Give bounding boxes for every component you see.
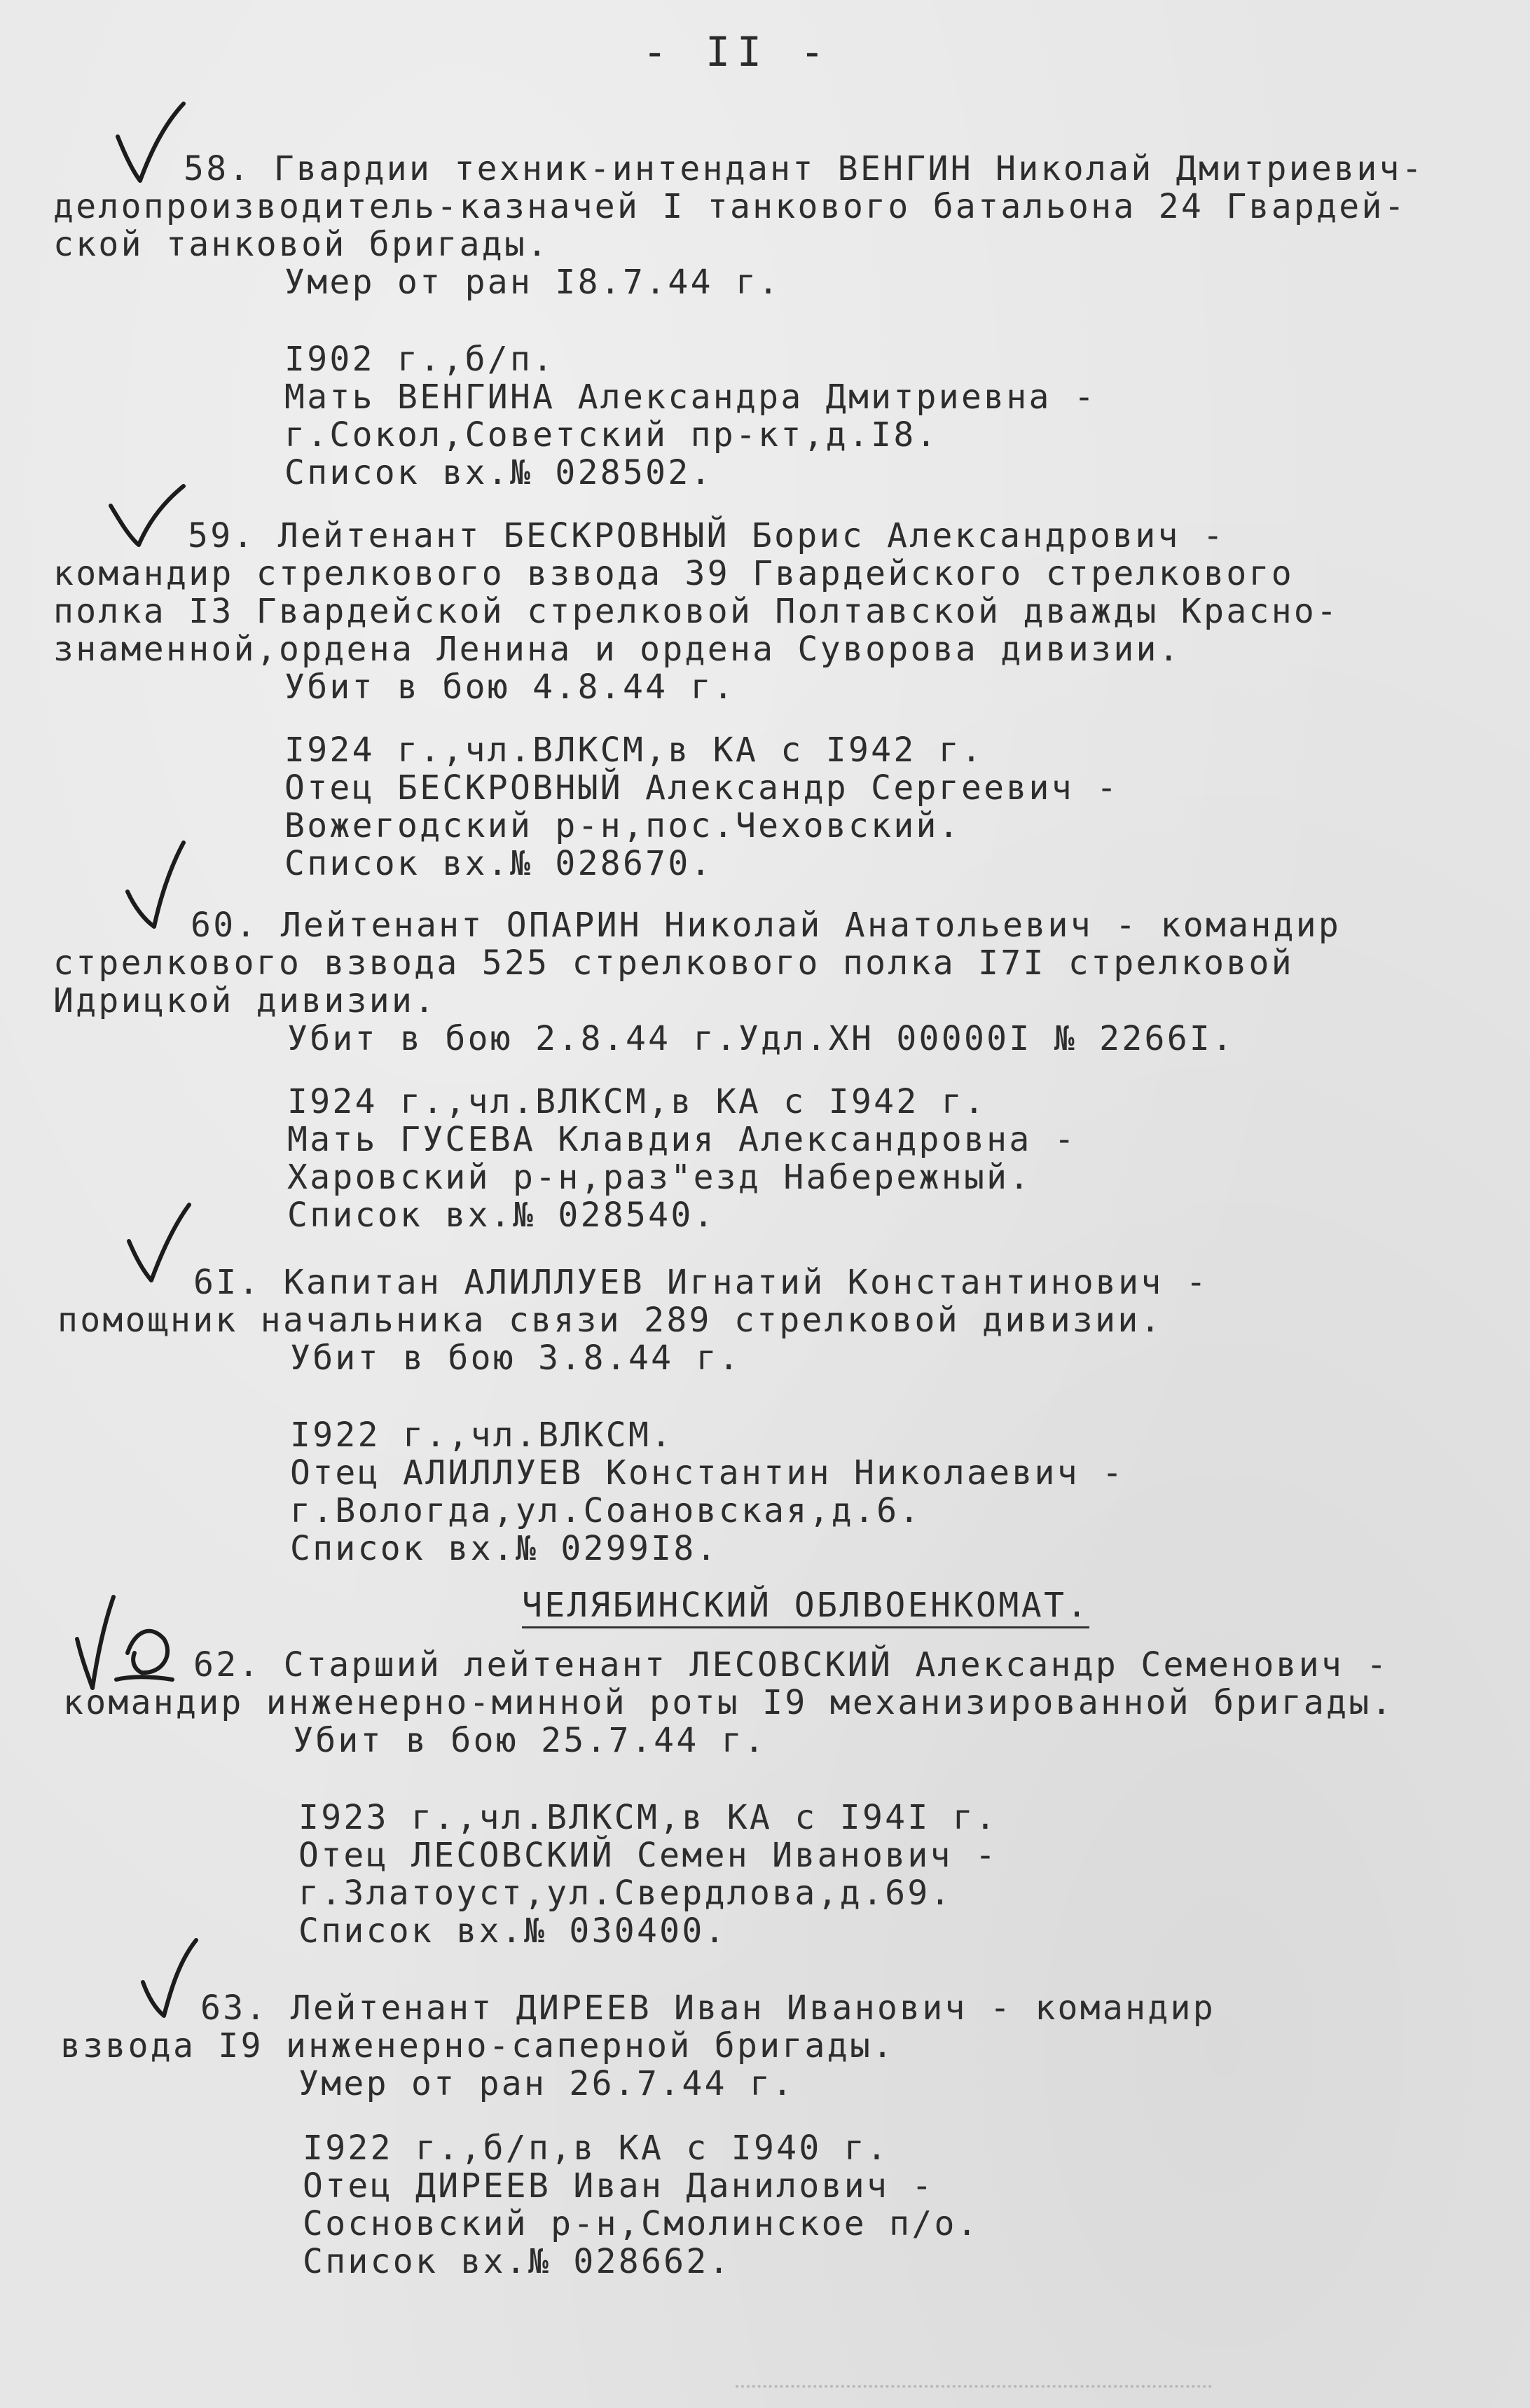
- entry-60-line-5: I924 г.,чл.ВЛКСМ,в КА с I942 г.: [287, 1082, 987, 1121]
- entry-61-line-3: Убит в бою 3.8.44 г.: [290, 1338, 741, 1378]
- entry-60-line-3: Идрицкой дивизии.: [53, 981, 437, 1020]
- entry-63-line-6: Сосновский р-н,Смолинское п/о.: [303, 2204, 979, 2243]
- entry-63-line-3: Умер от ран 26.7.44 г.: [298, 2064, 795, 2103]
- entry-60-line-4: Убит в бою 2.8.44 г.Удл.ХН 00000I № 2266I.: [287, 1019, 1235, 1058]
- entry-61-line-4: I922 г.,чл.ВЛКСМ.: [290, 1416, 674, 1455]
- entry-62-line-2: командир инженерно-минной роты I9 механизированной бригады.: [63, 1683, 1394, 1722]
- entry-58-line-1: 58. Гвардии техник-интендант ВЕНГИН Николай Дмитриевич-: [184, 149, 1424, 188]
- entry-60-line-6: Мать ГУСЕВА Клавдия Александровна -: [287, 1120, 1077, 1159]
- handwritten-checkmark-59: [98, 476, 189, 553]
- entry-58-line-6: Мать ВЕНГИНА Александра Дмитриевна -: [284, 378, 1097, 417]
- entry-62-line-3: Убит в бою 25.7.44 г.: [293, 1721, 767, 1760]
- entry-59-line-9: Список вх.№ 028670.: [284, 844, 713, 883]
- entry-61-line-2: помощник начальника связи 289 стрелковой дивизии.: [57, 1301, 1163, 1340]
- entry-62-line-7: Список вх.№ 030400.: [298, 1911, 727, 1951]
- handwritten-checkmark-63: [133, 1933, 210, 2024]
- entry-63-line-4: I922 г.,б/п,в КА с I940 г.: [303, 2129, 890, 2168]
- entry-59-line-2: командир стрелкового взвода 39 Гвардейского стрелкового: [53, 554, 1294, 593]
- entry-62-line-5: Отец ЛЕСОВСКИЙ Семен Иванович -: [298, 1836, 998, 1875]
- entry-60-line-8: Список вх.№ 028540.: [287, 1196, 716, 1235]
- handwritten-checkmark-58: [105, 98, 196, 189]
- entry-59-line-3: полка I3 Гвардейской стрелковой Полтавской дважды Красно-: [53, 592, 1339, 631]
- entry-63-line-2: взвода I9 инженерно-саперной бригады.: [60, 2026, 895, 2066]
- entry-59-line-6: I924 г.,чл.ВЛКСМ,в КА с I942 г.: [284, 731, 984, 770]
- entry-60-line-1: 60. Лейтенант ОПАРИН Николай Анатольевич - командир: [191, 906, 1342, 945]
- entry-60-line-7: Харовский р-н,раз"езд Набережный.: [287, 1158, 1032, 1197]
- entry-61-line-5: Отец АЛИЛЛУЕВ Константин Николаевич -: [290, 1453, 1125, 1493]
- handwritten-checkmark-60: [119, 837, 196, 935]
- handwritten-checkmark-61: [119, 1198, 203, 1289]
- entry-62-line-1: 62. Старший лейтенант ЛЕСОВСКИЙ Александр Семенович -: [193, 1645, 1389, 1684]
- entry-59-line-8: Вожегодский р-н,пос.Чеховский.: [284, 806, 961, 845]
- entry-58-line-5: I902 г.,б/п.: [284, 340, 556, 379]
- entry-61-line-6: г.Вологда,ул.Соановская,д.6.: [290, 1491, 922, 1530]
- entry-63-line-7: Список вх.№ 028662.: [303, 2242, 731, 2281]
- entry-61-line-1: 6I. Капитан АЛИЛЛУЕВ Игнатий Константинович -: [193, 1263, 1208, 1302]
- entry-61-line-7: Список вх.№ 0299I8.: [290, 1529, 719, 1568]
- entry-60-line-2: стрелкового взвода 525 стрелкового полка I7I стрелковой: [53, 943, 1294, 983]
- entry-59-line-1: 59. Лейтенант БЕСКРОВНЫЙ Борис Александрович -: [188, 516, 1226, 555]
- entry-58-line-7: г.Сокол,Советский пр-кт,д.I8.: [284, 415, 939, 455]
- entry-58-line-8: Список вх.№ 028502.: [284, 453, 713, 492]
- entry-63-line-1: 63. Лейтенант ДИРЕЕВ Иван Иванович - командир: [200, 1988, 1215, 2028]
- entry-63-line-5: Отец ДИРЕЕВ Иван Данилович -: [303, 2166, 935, 2206]
- entry-62-line-6: г.Златоуст,ул.Свердлова,д.69.: [298, 1874, 953, 1913]
- entry-58-line-3: ской танковой бригады.: [53, 225, 550, 264]
- entry-59-line-5: Убит в бою 4.8.44 г.: [284, 667, 736, 707]
- bleed-through-line: [736, 2385, 1212, 2395]
- page-number: - II -: [642, 28, 832, 76]
- entry-58-line-2: делопроизводитель-казначей I танкового батальона 24 Гвардей-: [53, 187, 1407, 226]
- section-heading: ЧЕЛЯБИНСКИЙ ОБЛВОЕНКОМАТ.: [522, 1586, 1089, 1628]
- entry-58-line-4: Умер от ран I8.7.44 г.: [284, 263, 781, 302]
- entry-59-line-7: Отец БЕСКРОВНЫЙ Александр Сергеевич -: [284, 768, 1119, 808]
- entry-62-line-4: I923 г.,чл.ВЛКСМ,в КА с I94I г.: [298, 1798, 998, 1837]
- entry-59-line-4: знаменной,ордена Ленина и ордена Суворова дивизии.: [53, 630, 1181, 669]
